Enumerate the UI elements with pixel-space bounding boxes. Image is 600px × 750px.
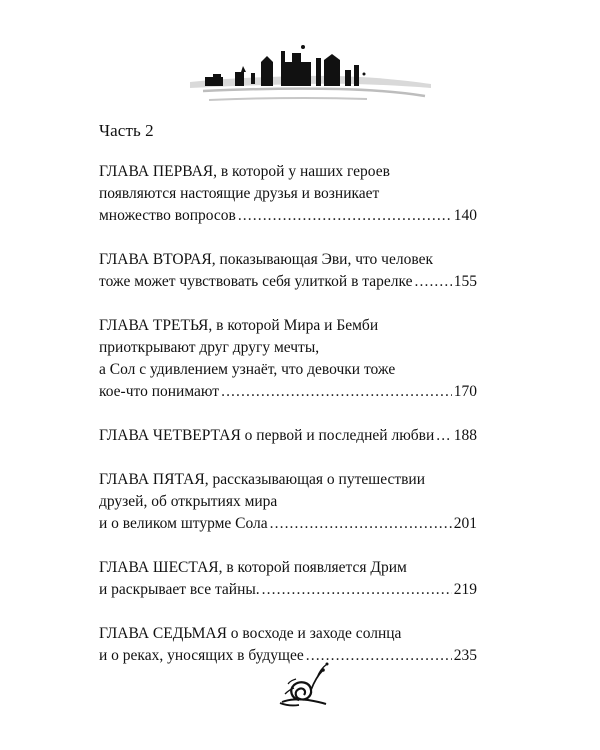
- toc-entry-6: [99, 557, 477, 601]
- toc-entry-4-last-line: ГЛАВА ЧЕТВЕРТАЯ о первой и последней любви: [99, 427, 435, 444]
- toc-entry-7-last-line: и о реках, уносящих в будущее: [99, 647, 304, 664]
- toc-entry-2-last-line: тоже может чувствовать себя улиткой в тарелке: [99, 273, 413, 290]
- toc-entry-3-line-2: приоткрывают друг другу мечты,: [99, 339, 320, 356]
- part-title: Часть 2: [99, 121, 154, 140]
- snail-illustration: [272, 660, 330, 712]
- toc-entry-4-leader-line: [99, 425, 477, 447]
- toc-entry-2-page-number: 155: [453, 273, 477, 290]
- toc-entry-5-last-line: и о великом штурме Сола: [99, 515, 268, 532]
- toc-entry-2: [99, 249, 477, 293]
- dot-leader: [238, 205, 452, 227]
- toc-entry-6-line-1: ГЛАВА ШЕСТАЯ, в которой появляется Дрим: [99, 559, 407, 576]
- toc-entry-6-leader-line: [99, 579, 477, 601]
- toc-entry-1-leader-line: [99, 205, 477, 227]
- toc-entry-6-last-line: и раскрывает все тайны.: [99, 581, 260, 598]
- toc-entry-3: [99, 315, 477, 403]
- dot-leader: [436, 425, 451, 447]
- toc-entry-3-line-1: ГЛАВА ТРЕТЬЯ, в которой Мира и Бемби: [99, 317, 379, 334]
- toc-entry-4-page-number: 188: [453, 427, 477, 444]
- dot-leader: [415, 271, 452, 293]
- toc-entry-7-page-number: 235: [453, 647, 477, 664]
- toc-entry-2-leader-line: [99, 271, 477, 293]
- dot-leader: [221, 381, 452, 403]
- toc-entry-5-line-2: друзей, об открытиях мира: [99, 493, 278, 510]
- castle-illustration: [185, 38, 435, 108]
- toc-entry-1-line-2: появляются настоящие друзья и возникает: [99, 185, 380, 202]
- toc-entry-2-line-1: ГЛАВА ВТОРАЯ, показывающая Эви, что человек: [99, 251, 433, 268]
- toc-entry-1: [99, 161, 477, 227]
- toc-entry-1-last-line: множество вопросов: [99, 207, 236, 224]
- dot-leader: [262, 579, 452, 601]
- toc-entry-1-line-1: ГЛАВА ПЕРВАЯ, в которой у наших героев: [99, 163, 390, 180]
- toc-entry-1-page-number: 140: [453, 207, 477, 224]
- toc-entry-5-leader-line: [99, 513, 477, 535]
- toc-entry-5-page-number: 201: [453, 515, 477, 532]
- toc-entry-4: [99, 425, 477, 447]
- table-of-contents: [99, 161, 477, 667]
- toc-entry-3-leader-line: [99, 381, 477, 403]
- dot-leader: [270, 513, 452, 535]
- toc-entry-5-line-1: ГЛАВА ПЯТАЯ, рассказывающая о путешествии: [99, 471, 426, 488]
- toc-entry-3-last-line: кое-что понимают: [99, 383, 220, 400]
- toc-entry-5: [99, 469, 477, 535]
- toc-entry-7-line-1: ГЛАВА СЕДЬМАЯ о восходе и заходе солнца: [99, 625, 402, 642]
- toc-entry-3-page-number: 170: [453, 383, 477, 400]
- toc-entry-3-line-3: а Сол с удивлением узнаёт, что девочки тоже: [99, 361, 396, 378]
- toc-entry-6-page-number: 219: [453, 581, 477, 598]
